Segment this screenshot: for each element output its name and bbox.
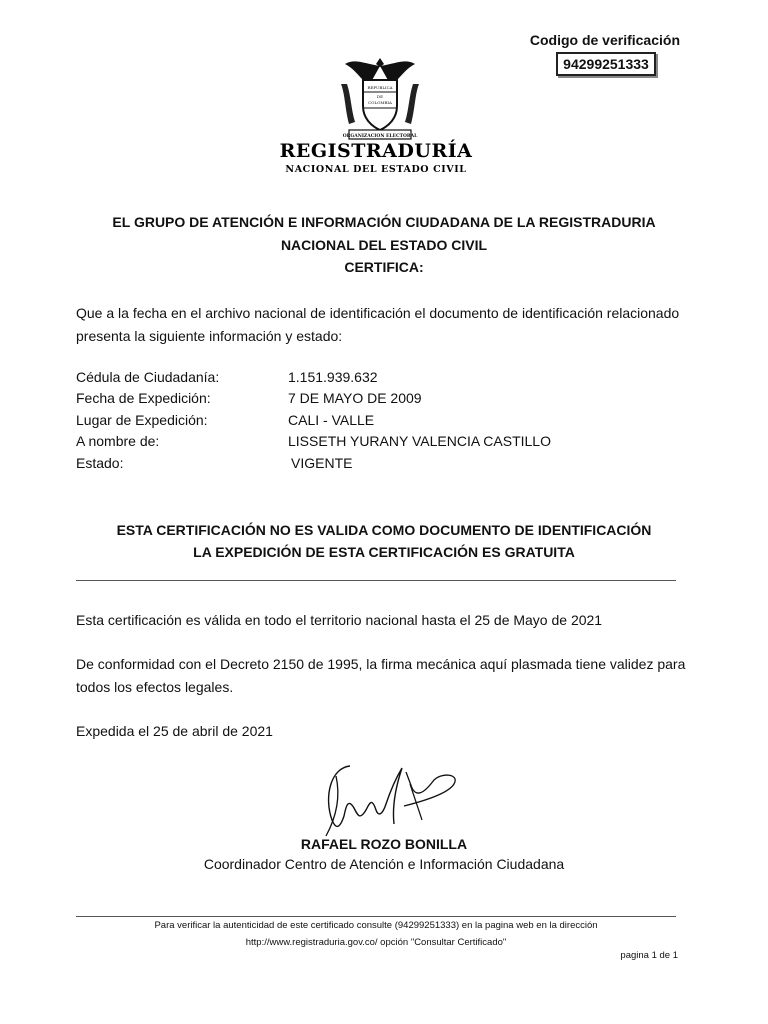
- footer-url-text: http://www.registraduria.gov.co/ opción "Consultar Certificado": [245, 937, 507, 948]
- heading-line-1: EL GRUPO DE ATENCIÓN E INFORMACIÓN CIUDADANA DE LA REGISTRADURIA: [112, 214, 656, 230]
- decree-paragraph: De conformidad con el Decreto 2150 de 1995, la firma mecánica aquí plasmada tiene validez para todos los efectos legales.: [76, 656, 686, 695]
- handwritten-signature: [310, 758, 470, 840]
- intro-paragraph: Que a la fecha en el archivo nacional de identificación el documento de identificación relacionado presenta la siguiente información y estado:: [76, 305, 680, 344]
- field-value-cedula: 1.151.939.632: [288, 369, 378, 385]
- verification-code-label: Codigo de verificación: [529, 32, 680, 48]
- signer-role: Coordinador Centro de Atención e Información Ciudadana: [203, 856, 565, 872]
- validity-paragraph: Esta certificación es válida en todo el territorio nacional hasta el 25 de Mayo de 2021: [76, 612, 603, 628]
- field-label-lugar: Lugar de Expedición:: [76, 412, 208, 428]
- field-value-nombre: LISSETH YURANY VALENCIA CASTILLO: [288, 433, 551, 449]
- page-number: pagina 1 de 1: [620, 950, 678, 961]
- verification-code-box: 94299251333: [556, 52, 656, 76]
- field-label-cedula: Cédula de Ciudadanía:: [76, 369, 220, 385]
- footer-verify-text: Para verificar la autenticidad de este certificado consulte (94299251333) en la pagina web en la dirección: [154, 920, 598, 931]
- divider: [76, 580, 676, 581]
- field-label-nombre: A nombre de:: [76, 433, 160, 449]
- field-value-estado: VIGENTE: [291, 455, 353, 471]
- issued-date: Expedida el 25 de abril de 2021: [76, 723, 273, 739]
- brand-subtitle: NACIONAL DEL ESTADO CIVIL: [285, 164, 467, 175]
- coat-of-arms-emblem: [335, 54, 425, 142]
- field-label-fecha: Fecha de Expedición:: [76, 390, 211, 406]
- field-value-lugar: CALI - VALLE: [288, 412, 375, 428]
- field-value-fecha: 7 DE MAYO DE 2009: [288, 390, 422, 406]
- field-label-estado: Estado:: [76, 455, 124, 471]
- signer-name: RAFAEL ROZO BONILLA: [300, 836, 468, 852]
- emblem-ribbon-text: ORGANIZACION ELECTORAL: [342, 134, 418, 139]
- heading-line-2: NACIONAL DEL ESTADO CIVIL: [280, 237, 488, 253]
- footer-divider: [76, 916, 676, 917]
- brand-title: REGISTRADURÍA: [279, 140, 473, 162]
- emblem-text-1: REPUBLICA: [367, 85, 393, 90]
- warning-free: LA EXPEDICIÓN DE ESTA CERTIFICACIÓN ES GRATUITA: [193, 544, 575, 560]
- emblem-text-3: COLOMBIA: [368, 100, 392, 105]
- emblem-text-2: DE: [376, 94, 384, 99]
- heading-certifica: CERTIFICA:: [344, 259, 424, 275]
- warning-not-id: ESTA CERTIFICACIÓN NO ES VALIDA COMO DOCUMENTO DE IDENTIFICACIÓN: [116, 522, 652, 538]
